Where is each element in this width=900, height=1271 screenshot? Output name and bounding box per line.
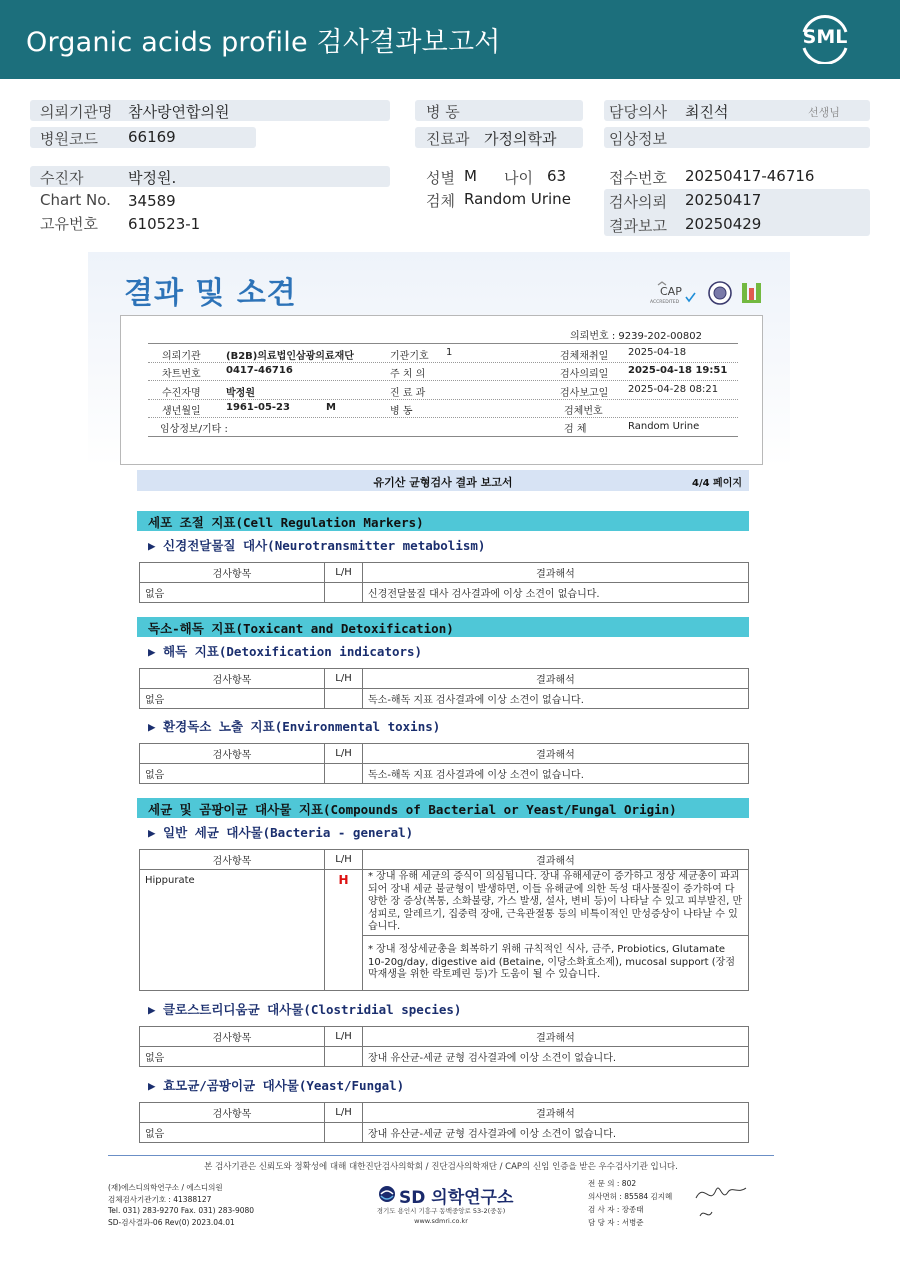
receipt-value: 20250417-46716 <box>685 167 815 185</box>
doc-title: 유기산 균형검사 결과 보고서 <box>373 476 513 489</box>
row-interp: 장내 유산균-세균 균형 검사결과에 이상 소견이 없습니다. <box>363 1123 749 1143</box>
sd-logo-icon <box>378 1185 396 1203</box>
sub-detox-indicators-title: ▶ 해독 지표(Detoxification indicators) <box>148 644 423 659</box>
col-item: 검사항목 <box>140 1103 325 1123</box>
report-label: 결과보고 <box>609 217 667 235</box>
table-environmental <box>139 743 749 784</box>
table-row <box>140 689 749 709</box>
row-item: 없음 <box>140 764 325 784</box>
department-value: 가정의학과 <box>484 130 557 148</box>
ri-value-4: 0417-46716 <box>226 365 293 376</box>
row-item: 없음 <box>140 689 325 709</box>
institution-value: 참사랑연합의원 <box>128 103 230 121</box>
page-indicator: 4/4 페이지 <box>692 478 743 489</box>
sub-clostridial-title: ▶ 클로스트리디움균 대사물(Clostridial species) <box>148 1002 462 1017</box>
row-item: Hippurate <box>140 870 325 991</box>
col-interp: 결과해석 <box>363 850 749 870</box>
col-interp: 결과해석 <box>363 744 749 764</box>
ri-value-9: 2025-04-28 08:21 <box>628 384 719 395</box>
row-item: 없음 <box>140 1123 325 1143</box>
sd-address-line-1: 경기도 용인시 기흥구 동백중앙로 53-2(중동) <box>376 1207 506 1215</box>
col-lh: L/H <box>325 850 363 870</box>
table-row <box>140 1047 749 1067</box>
accreditation-logos-icon <box>648 279 766 307</box>
row-item: 없음 <box>140 583 325 603</box>
row-item: 없음 <box>140 1047 325 1067</box>
table-row <box>140 764 749 784</box>
col-lh: L/H <box>325 1103 363 1123</box>
ri-label-9: 검사보고일 <box>560 388 609 399</box>
ri-label-2: 기관기호 <box>390 351 429 362</box>
table-neurotransmitter <box>139 562 749 603</box>
sub-yeast-title: ▶ 효모균/곰팡이균 대사물(Yeast/Fungal) <box>148 1078 405 1093</box>
col-lh: L/H <box>325 669 363 689</box>
col-lh: L/H <box>325 1027 363 1047</box>
info-line-3 <box>148 399 738 400</box>
sml-logo-text: SML <box>802 26 848 48</box>
row-interp: 장내 유산균-세균 균형 검사결과에 이상 소견이 없습니다. <box>363 1047 749 1067</box>
row-lh <box>325 1123 363 1143</box>
ri-label-8: 진 료 과 <box>390 388 426 399</box>
ri-specimen-value: Random Urine <box>628 421 700 432</box>
ri-value-10: 1961-05-23 <box>226 402 290 413</box>
receipt-label: 접수번호 <box>609 169 667 187</box>
section-bacterial-title: 세균 및 곰팡이균 대사물 지표(Compounds of Bacterial or Yeast/Fungal Origin) <box>148 802 677 817</box>
footer-statement: 본 검사기관은 신뢰도와 정확성에 대해 대한진단검사의학회 / 진단검사의학재단 / CAP의 신임 인증을 받은 우수검사기관 입니다. <box>204 1162 678 1172</box>
doctor-value: 최진석 <box>685 103 729 121</box>
ri-value-10b: M <box>326 402 336 413</box>
cap-text: CAP <box>660 285 682 298</box>
sub-neurotransmitter-title: ▶ 신경전달물질 대사(Neurotransmitter metabolism) <box>148 538 486 553</box>
info-line-2 <box>148 380 738 381</box>
doctor-label: 담당의사 <box>609 103 667 121</box>
report-title: 결과 및 소견 <box>124 276 297 311</box>
ri-label-7: 수진자명 <box>162 388 201 399</box>
sd-brand: SD 의학연구소 <box>399 1188 514 1208</box>
col-interp: 결과해석 <box>363 1027 749 1047</box>
ri-label-5: 주 치 의 <box>390 369 426 380</box>
table-bacteria-general <box>139 849 749 991</box>
doctor-suffix: 선생님 <box>808 106 840 119</box>
ri-value-3: 2025-04-18 <box>628 347 687 358</box>
section-detox-title: 독소-해독 지표(Toxicant and Detoxification) <box>148 621 454 636</box>
section-cell-regulation-title: 세포 조절 지표(Cell Regulation Markers) <box>148 515 424 530</box>
name-value: 박정원. <box>128 169 177 187</box>
ri-label-10: 생년월일 <box>162 406 201 417</box>
ri-value-1: (B2B)의료법인삼광의료재단 <box>226 351 354 362</box>
sub-environmental-title: ▶ 환경독소 노출 지표(Environmental toxins) <box>148 719 441 734</box>
department-label: 진료과 <box>426 130 470 148</box>
row-lh <box>325 583 363 603</box>
signer-line-3: 검 사 자 : 장종태 <box>588 1205 644 1214</box>
table-row <box>140 870 749 936</box>
clinical-label: 임상정보 <box>609 130 667 148</box>
chart-value: 34589 <box>128 192 176 210</box>
row-interp: 신경전달물질 대사 검사결과에 이상 소견이 없습니다. <box>363 583 749 603</box>
footer-org-line-2: 검체검사기관기호 : 41388127 <box>108 1194 212 1204</box>
ri-value-7: 박정원 <box>226 388 255 399</box>
footer-org-line-1: (재)에스디의학연구소 / 에스디의원 <box>108 1183 223 1192</box>
col-item: 검사항목 <box>140 850 325 870</box>
ri-clinical-label: 임상정보/기타 : <box>160 424 228 435</box>
sex-label: 성별 <box>426 169 455 187</box>
footer-org-line-3: Tel. 031) 283-9270 Fax. 031) 283-9080 <box>108 1206 255 1215</box>
info-line-4 <box>148 417 738 418</box>
info-row-name <box>30 166 390 187</box>
ri-label-12: 검체번호 <box>564 406 603 417</box>
table-row <box>140 583 749 603</box>
table-row <box>140 1123 749 1143</box>
row-lh <box>325 689 363 709</box>
hospital-code-value: 66169 <box>128 128 176 146</box>
signer-line-2: 의사면허 : 85584 김지혜 <box>588 1192 673 1201</box>
row-interp: 독소-해독 지표 검사결과에 이상 소견이 없습니다. <box>363 689 749 709</box>
ri-value-6: 2025-04-18 19:51 <box>628 365 728 376</box>
row-interp-2: * 장내 정상세균총을 회복하기 위해 규칙적인 식사, 금주, Probiotics, Glutamate 10-20g/day, digestive aid (Betaine, 이당소화효소제), mucosal support (장점막재생을 위한 락토페린 등)가 도움이 될 수 있습니다. <box>363 936 749 991</box>
ri-label-11: 병 동 <box>390 406 413 417</box>
request-number: 의뢰번호 : 9239-202-00802 <box>570 331 702 342</box>
sd-address <box>366 1206 516 1226</box>
signer-line-1: 전 문 의 : 802 <box>588 1179 637 1188</box>
ri-label-6: 검사의뢰일 <box>560 369 609 380</box>
table-clostridial <box>139 1026 749 1067</box>
specimen-label: 검체 <box>426 192 455 210</box>
row-interp-1: * 장내 유해 세균의 증식이 의심됩니다. 장내 유해세균이 증가하고 정상 세균총이 파괴되어 장내 세균 불균형이 발생하면, 이들 유해균에 의한 독성 대사물질이 증가하여 다양한 장 증상(복통, 소화불량, 가스 발생, 설사, 변비 등)이 나타날 수 있고 피부발진, 만성피로, 알레르기, 집중력 장애, 근육관절통 등의 비특이적인 만성증상이 나타날 수 있습니다. <box>363 870 749 936</box>
table-yeast <box>139 1102 749 1143</box>
ri-value-2: 1 <box>446 347 453 358</box>
id-value: 610523-1 <box>128 215 201 233</box>
signer-line-4: 담 당 자 : 서병준 <box>588 1218 644 1227</box>
row-interp: 독소-해독 지표 검사결과에 이상 소견이 없습니다. <box>363 764 749 784</box>
ri-label-4: 차트번호 <box>162 369 201 380</box>
col-lh: L/H <box>325 744 363 764</box>
hospital-code-label: 병원코드 <box>40 130 98 148</box>
info-line-bottom <box>148 436 738 437</box>
age-label: 나이 <box>504 169 533 187</box>
ri-label-1: 의뢰기관 <box>162 351 201 362</box>
specimen-value: Random Urine <box>464 190 571 208</box>
col-interp: 결과해석 <box>363 563 749 583</box>
ward-label: 병 동 <box>426 103 460 121</box>
sd-address-line-2: www.sdmri.co.kr <box>414 1217 468 1225</box>
sub-bacteria-general-title: ▶ 일반 세균 대사물(Bacteria - general) <box>148 825 414 840</box>
col-lh: L/H <box>325 563 363 583</box>
name-label: 수진자 <box>40 169 84 187</box>
footer-signers <box>588 1177 672 1229</box>
footer-org-line-4: SD-검사결과-06 Rev(0) 2023.04.01 <box>108 1217 235 1227</box>
col-item: 검사항목 <box>140 563 325 583</box>
institution-label: 의뢰기관명 <box>40 103 113 121</box>
table-detox-indicators <box>139 668 749 709</box>
row-lh <box>325 764 363 784</box>
footer-org-info <box>108 1182 254 1228</box>
col-interp: 결과해석 <box>363 669 749 689</box>
col-item: 검사항목 <box>140 1027 325 1047</box>
info-line-top <box>148 343 738 344</box>
info-line-1 <box>148 362 738 363</box>
ri-specimen-label: 검 체 <box>564 424 587 435</box>
report-value: 20250429 <box>685 215 762 233</box>
col-item: 검사항목 <box>140 744 325 764</box>
id-label: 고유번호 <box>40 215 98 233</box>
footer-divider <box>108 1155 774 1156</box>
col-interp: 결과해석 <box>363 1103 749 1123</box>
request-label: 검사의뢰 <box>609 193 667 211</box>
age-value: 63 <box>547 167 567 185</box>
cap-sub-text: ACCREDITED <box>650 300 680 305</box>
col-item: 검사항목 <box>140 669 325 689</box>
sex-value: M <box>464 167 477 185</box>
row-lh <box>325 1047 363 1067</box>
signature-icon <box>690 1176 750 1226</box>
ri-label-3: 검체채취일 <box>560 351 609 362</box>
row-lh-flag: H <box>325 870 363 991</box>
chart-label: Chart No. <box>40 191 111 209</box>
request-value: 20250417 <box>685 191 762 209</box>
page-title: Organic acids profile 검사결과보고서 <box>26 27 501 58</box>
